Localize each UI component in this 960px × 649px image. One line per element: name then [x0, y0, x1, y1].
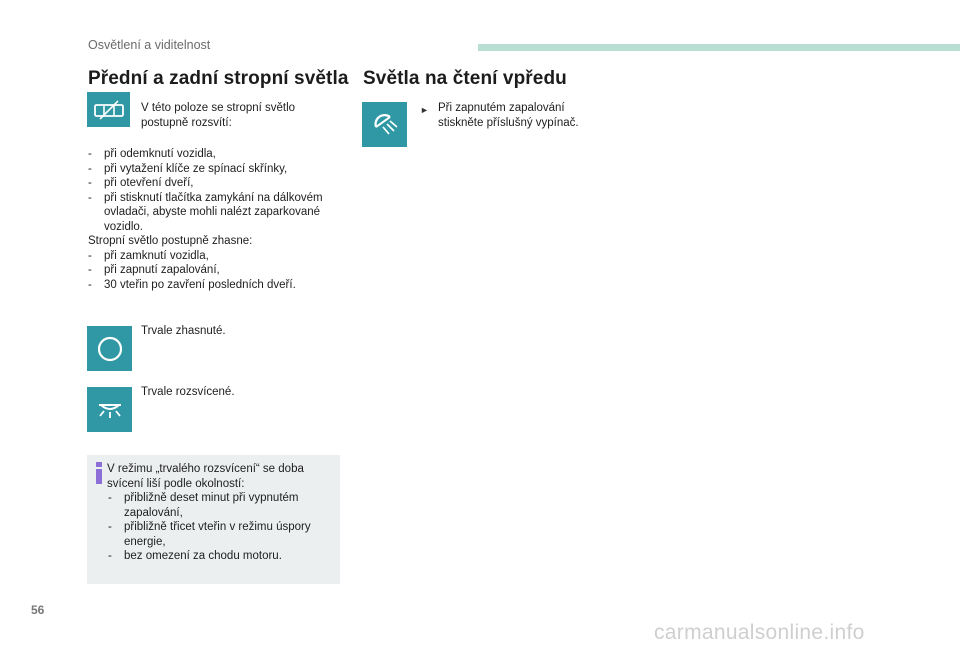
page-title-right: Světla na čtení vpředu: [363, 68, 567, 89]
list-item: - při odemknutí vozidla,: [88, 147, 340, 162]
list-item: - přibližně deset minut při vypnutém zapalování,: [108, 491, 335, 520]
info-box: [87, 455, 340, 584]
reading-light-icon: [362, 102, 407, 147]
door-mode-icon: [87, 92, 130, 127]
list-item: - při zamknutí vozidla,: [88, 249, 340, 264]
off-intro: Stropní světlo postupně zhasne:: [88, 235, 253, 247]
lamp-on-icon: [87, 387, 132, 432]
list-item: - při otevření dveří,: [88, 176, 340, 191]
list-item: - při vytažení klíče ze spínací skřínky,: [88, 162, 340, 177]
door-mode-text: V této poloze se stropní světlo postupně rozsvítí:: [141, 102, 296, 129]
on-mode-text: Trvale rozsvícené.: [141, 386, 235, 398]
page-title-left: Přední a zadní stropní světla: [88, 68, 349, 89]
reading-light-text: Při zapnutém zapalování stiskněte příslušný vypínač.: [438, 102, 579, 129]
reading-light-text-wrap: [420, 101, 605, 130]
list-item: - přibližně třicet vteřin v režimu úspory energie,: [108, 520, 335, 549]
section-header: Osvětlení a viditelnost: [88, 38, 211, 52]
section-header-bar: [478, 44, 960, 51]
page-number: 56: [31, 603, 45, 617]
info-icon: [93, 462, 105, 484]
list-item: - bez omezení za chodu motoru.: [108, 549, 335, 564]
list-item: - 30 vteřin po zavření posledních dveří.: [88, 278, 340, 293]
list-item: - při stisknutí tlačítka zamykání na dálkovém ovladači, abyste mohli nalézt zaparkované vozidlo.: [88, 191, 340, 235]
info-list: [107, 491, 335, 564]
off-conditions-list: [88, 249, 340, 293]
info-intro: V režimu „trvalého rozsvícení“ se doba svícení liší podle okolností:: [107, 463, 304, 490]
circle-off-icon: [87, 326, 132, 371]
watermark: carmanualsonline.info: [654, 621, 865, 644]
body-text: [88, 147, 340, 292]
arrow-right-icon: ►: [420, 105, 429, 115]
list-item: - při zapnutí zapalování,: [88, 263, 340, 278]
on-conditions-list: [88, 147, 340, 234]
off-mode-text: Trvale zhasnuté.: [141, 325, 226, 337]
info-content: [107, 462, 335, 564]
